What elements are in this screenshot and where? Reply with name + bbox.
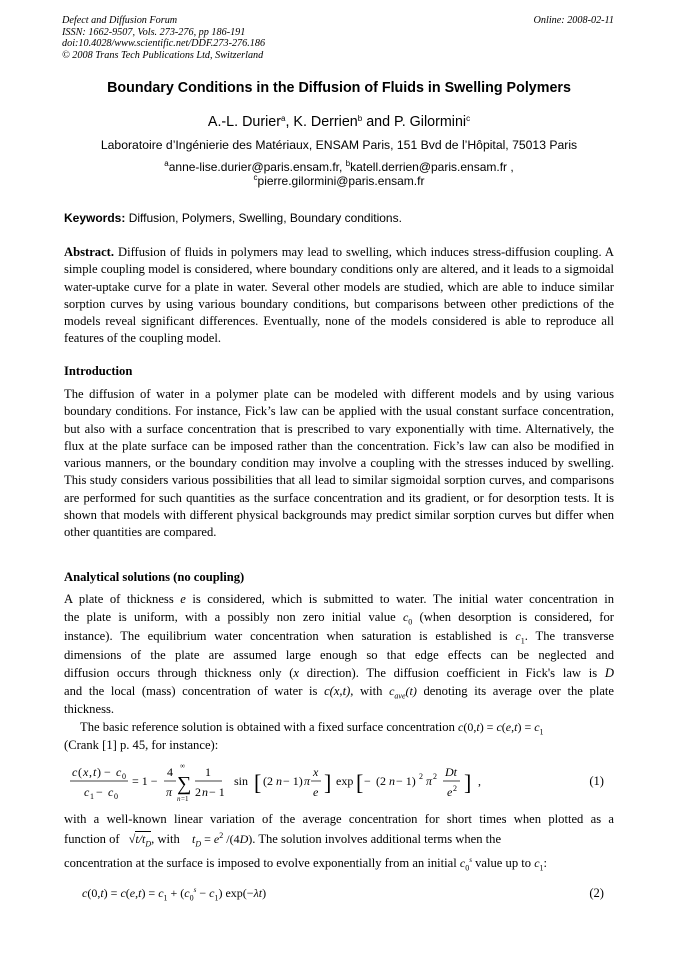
author-1-mark: a	[281, 114, 286, 123]
svg-text:− 1): − 1)	[396, 774, 416, 788]
email-b[interactable]: katell.derrien@paris.ensam.fr ,	[350, 160, 514, 174]
math-c1: $c_1$	[534, 856, 544, 873]
svg-text:e: e	[447, 785, 453, 799]
symbol-x: x	[293, 666, 300, 680]
math-boundary: $c(0,t) = c(e,t) = c_1$	[458, 720, 544, 737]
svg-text:) −: ) −	[97, 765, 111, 779]
body-line: (Crank [1] p. 45, for instance):	[64, 738, 219, 752]
abstract-text: Diffusion of fluids in polymers may lead to swelling, which induces stress-diffusion coupling. A simple coupling model is considered, where boundary conditions only are altered, and it leads to a sigmoidal water-uptake curve for a plate in water. Several other models are studied, which are able to induce similar sorption curves by using various boundary conditions, but comparisons between other predictions of the models reveal significant differences. Eventually, none of the models considered is able to reproduce all features of the coupling model.	[64, 245, 614, 346]
svg-text:n: n	[276, 774, 282, 788]
author-list	[0, 114, 678, 130]
svg-text:4: 4	[167, 765, 173, 779]
svg-text:0: 0	[122, 772, 126, 781]
body-line: with a well-known linear variation of the average concentration for short times when plotted as a	[64, 812, 614, 826]
text: The basic reference solution is obtained with a fixed surface concentration	[80, 720, 459, 734]
text: A plate of thickness	[64, 592, 181, 606]
text: the plate is uniform, with a possibly non zero initial value	[64, 610, 403, 624]
svg-text:c: c	[116, 765, 122, 779]
math-c0s: $c_0^s$	[459, 856, 472, 873]
symbol-e: e	[180, 592, 186, 606]
keywords-text: Diffusion, Polymers, Swelling, Boundary conditions.	[125, 211, 402, 225]
text: (when desorption is considered, for	[412, 610, 614, 624]
svg-text:sin: sin	[234, 774, 249, 788]
text: denoting its average over the plate	[416, 684, 614, 698]
svg-text:]: ]	[464, 770, 472, 795]
email-c[interactable]: pierre.gilormini@paris.ensam.fr	[257, 174, 425, 188]
svg-text:,: ,	[478, 774, 481, 788]
svg-text:0: 0	[114, 792, 118, 801]
equation-2-formula: $c(0,t) = c(e,t) = c_1 + (c_0^s - c_1)$ exp(−λt)	[82, 886, 267, 903]
svg-text:π: π	[166, 785, 173, 799]
abstract-label: Abstract.	[64, 245, 115, 259]
text: value up to	[471, 856, 535, 870]
text: and the local (mass) concentration of water is	[64, 684, 325, 698]
equation-1	[64, 760, 614, 804]
text: direction). The diffusion coefficient in Fick's law is	[299, 666, 605, 680]
analytical-heading: Analytical solutions (no coupling)	[64, 570, 245, 584]
intro-heading: Introduction	[64, 364, 133, 378]
math-sqrt-t: $√t/t_D$	[122, 832, 152, 849]
svg-text:(2: (2	[263, 774, 273, 788]
keywords-label: Keywords:	[64, 211, 126, 225]
author-2-mark: b	[357, 114, 363, 123]
body-line: thickness.	[64, 702, 115, 716]
svg-text:∞: ∞	[180, 762, 185, 770]
svg-text:− 1: − 1	[209, 785, 225, 799]
email-line-2	[0, 174, 678, 188]
journal-name: Defect and Diffusion Forum	[62, 15, 178, 26]
svg-text:2: 2	[453, 784, 457, 793]
body-line	[64, 684, 614, 700]
svg-text:n: n	[177, 795, 181, 803]
math-cave: $c_{ave}(t)$	[389, 684, 417, 701]
doi-line: doi:10.4028/www.scientific.net/DDF.273-276.186	[62, 38, 266, 50]
copyright-line: © 2008 Trans Tech Publications Ltd, Switzerland	[62, 49, 264, 61]
svg-text:−: −	[96, 785, 103, 799]
body-line	[64, 666, 614, 681]
svg-text:∑: ∑	[177, 773, 192, 795]
svg-text:− 1): − 1)	[283, 774, 303, 788]
author-sep: and	[362, 114, 395, 130]
equation-1-formula	[64, 760, 504, 804]
keywords	[64, 211, 624, 225]
text: instance). The equilibrium water concentration when saturation is established is	[64, 629, 516, 643]
svg-text:n: n	[389, 774, 395, 788]
equation-2-number: (2)	[589, 886, 604, 900]
svg-text:,: ,	[89, 765, 92, 779]
email-mark: c	[253, 173, 258, 182]
email-a[interactable]: anne-lise.durier@paris.ensam.fr,	[168, 160, 346, 174]
symbol-d: D	[604, 666, 614, 680]
text: is considered, which is submitted to water. The initial water concentration in	[185, 592, 615, 606]
body-line	[64, 832, 614, 848]
svg-text:1: 1	[90, 792, 94, 801]
svg-text:exp: exp	[336, 774, 354, 788]
text: , with	[151, 832, 180, 846]
svg-text:t: t	[93, 765, 97, 779]
math-c0: $c_0$	[402, 610, 413, 627]
text: , with	[350, 684, 390, 698]
equation-1-number: (1)	[589, 774, 604, 788]
issn-line: ISSN: 1662-9507, Vols. 273-276, pp 186-191	[62, 26, 246, 38]
text: diffusion occurs through thickness only (	[64, 666, 294, 680]
svg-text:e: e	[313, 785, 319, 799]
text: . The solution involves additional terms when the	[252, 832, 502, 846]
svg-text:n: n	[202, 785, 208, 799]
svg-text:2: 2	[433, 772, 437, 781]
svg-text:π: π	[426, 774, 433, 788]
email-line-1	[0, 160, 678, 174]
body-line	[64, 856, 614, 872]
author-3: P. Gilormini	[394, 114, 467, 130]
author-2: K. Derrien	[293, 114, 358, 130]
svg-text:Dt: Dt	[445, 765, 457, 779]
svg-text:(2: (2	[376, 774, 386, 788]
svg-text:=1: =1	[181, 795, 189, 803]
text: concentration at the surface is imposed to evolve exponentially from an initial	[64, 856, 460, 870]
svg-text:2: 2	[419, 772, 423, 781]
svg-text:]: ]	[324, 770, 332, 795]
math-c1: $c_1$	[515, 629, 525, 646]
body-line: dimensions of the plate are assumed large enough so that edge effects can be neglected and	[64, 648, 614, 662]
svg-text:π: π	[304, 774, 311, 788]
running-header	[62, 15, 614, 61]
text: . The transverse	[524, 629, 614, 643]
body-line	[64, 629, 614, 645]
svg-text:(: (	[78, 765, 82, 779]
symbol-cxt: c(x,t)	[324, 684, 351, 698]
svg-text:−: −	[364, 774, 371, 788]
body-line	[64, 610, 614, 626]
author-1: A.-L. Durier	[207, 114, 281, 130]
email-mark: b	[345, 159, 351, 168]
equation-2	[64, 886, 614, 906]
text: function of	[64, 832, 120, 846]
svg-text:x: x	[313, 765, 319, 779]
author-3-mark: c	[466, 114, 471, 123]
online-date: Online: 2008-02-11	[533, 15, 614, 26]
svg-text:[: [	[356, 770, 364, 795]
intro-text: The diffusion of water in a polymer plate can be modeled with different models and by using various boundary conditions. For instance, Fick’s law can be applied with the usual constant surface concentration, but also with a surface concentration that is prescribed to vary exponentially with time. Alternatively, the flux at the plate surface can be imposed rather than the concentration. Fick’s law can also be modified in various manners, or the boundary condition may involve a coupling with the stresses induced by swelling. This study considers various possibilities that all lead to similar sigmoidal sorption curves, and comparisons are performed for such quantities as the surface concentration and its gradient, or for desorption tests. It is shown that models with different physical backgrounds may predict similar sorption curves but differ when other quantities are compared.	[64, 387, 614, 540]
text: :	[543, 856, 548, 870]
svg-text:1: 1	[205, 765, 211, 779]
affiliation: Laboratoire d’Ingénierie des Matériaux, ENSAM Paris, 151 Bvd de l’Hôpital, 75013 Paris	[100, 138, 578, 152]
paper-title: Boundary Conditions in the Diffusion of Fluids in Swelling Polymers	[107, 80, 571, 96]
svg-text:c: c	[72, 765, 78, 779]
svg-text:x: x	[83, 765, 89, 779]
svg-text:c: c	[108, 785, 114, 799]
body-line	[64, 592, 614, 607]
body-line	[64, 720, 614, 736]
author-sep: ,	[285, 114, 294, 130]
math-td: $t_D = e^2$ /(4D)	[183, 831, 253, 849]
svg-text:c: c	[84, 785, 90, 799]
svg-text:[: [	[254, 770, 262, 795]
svg-text:2: 2	[195, 785, 201, 799]
abstract	[64, 244, 614, 348]
svg-text:= 1 −: = 1 −	[132, 774, 158, 788]
email-mark: a	[164, 159, 169, 168]
